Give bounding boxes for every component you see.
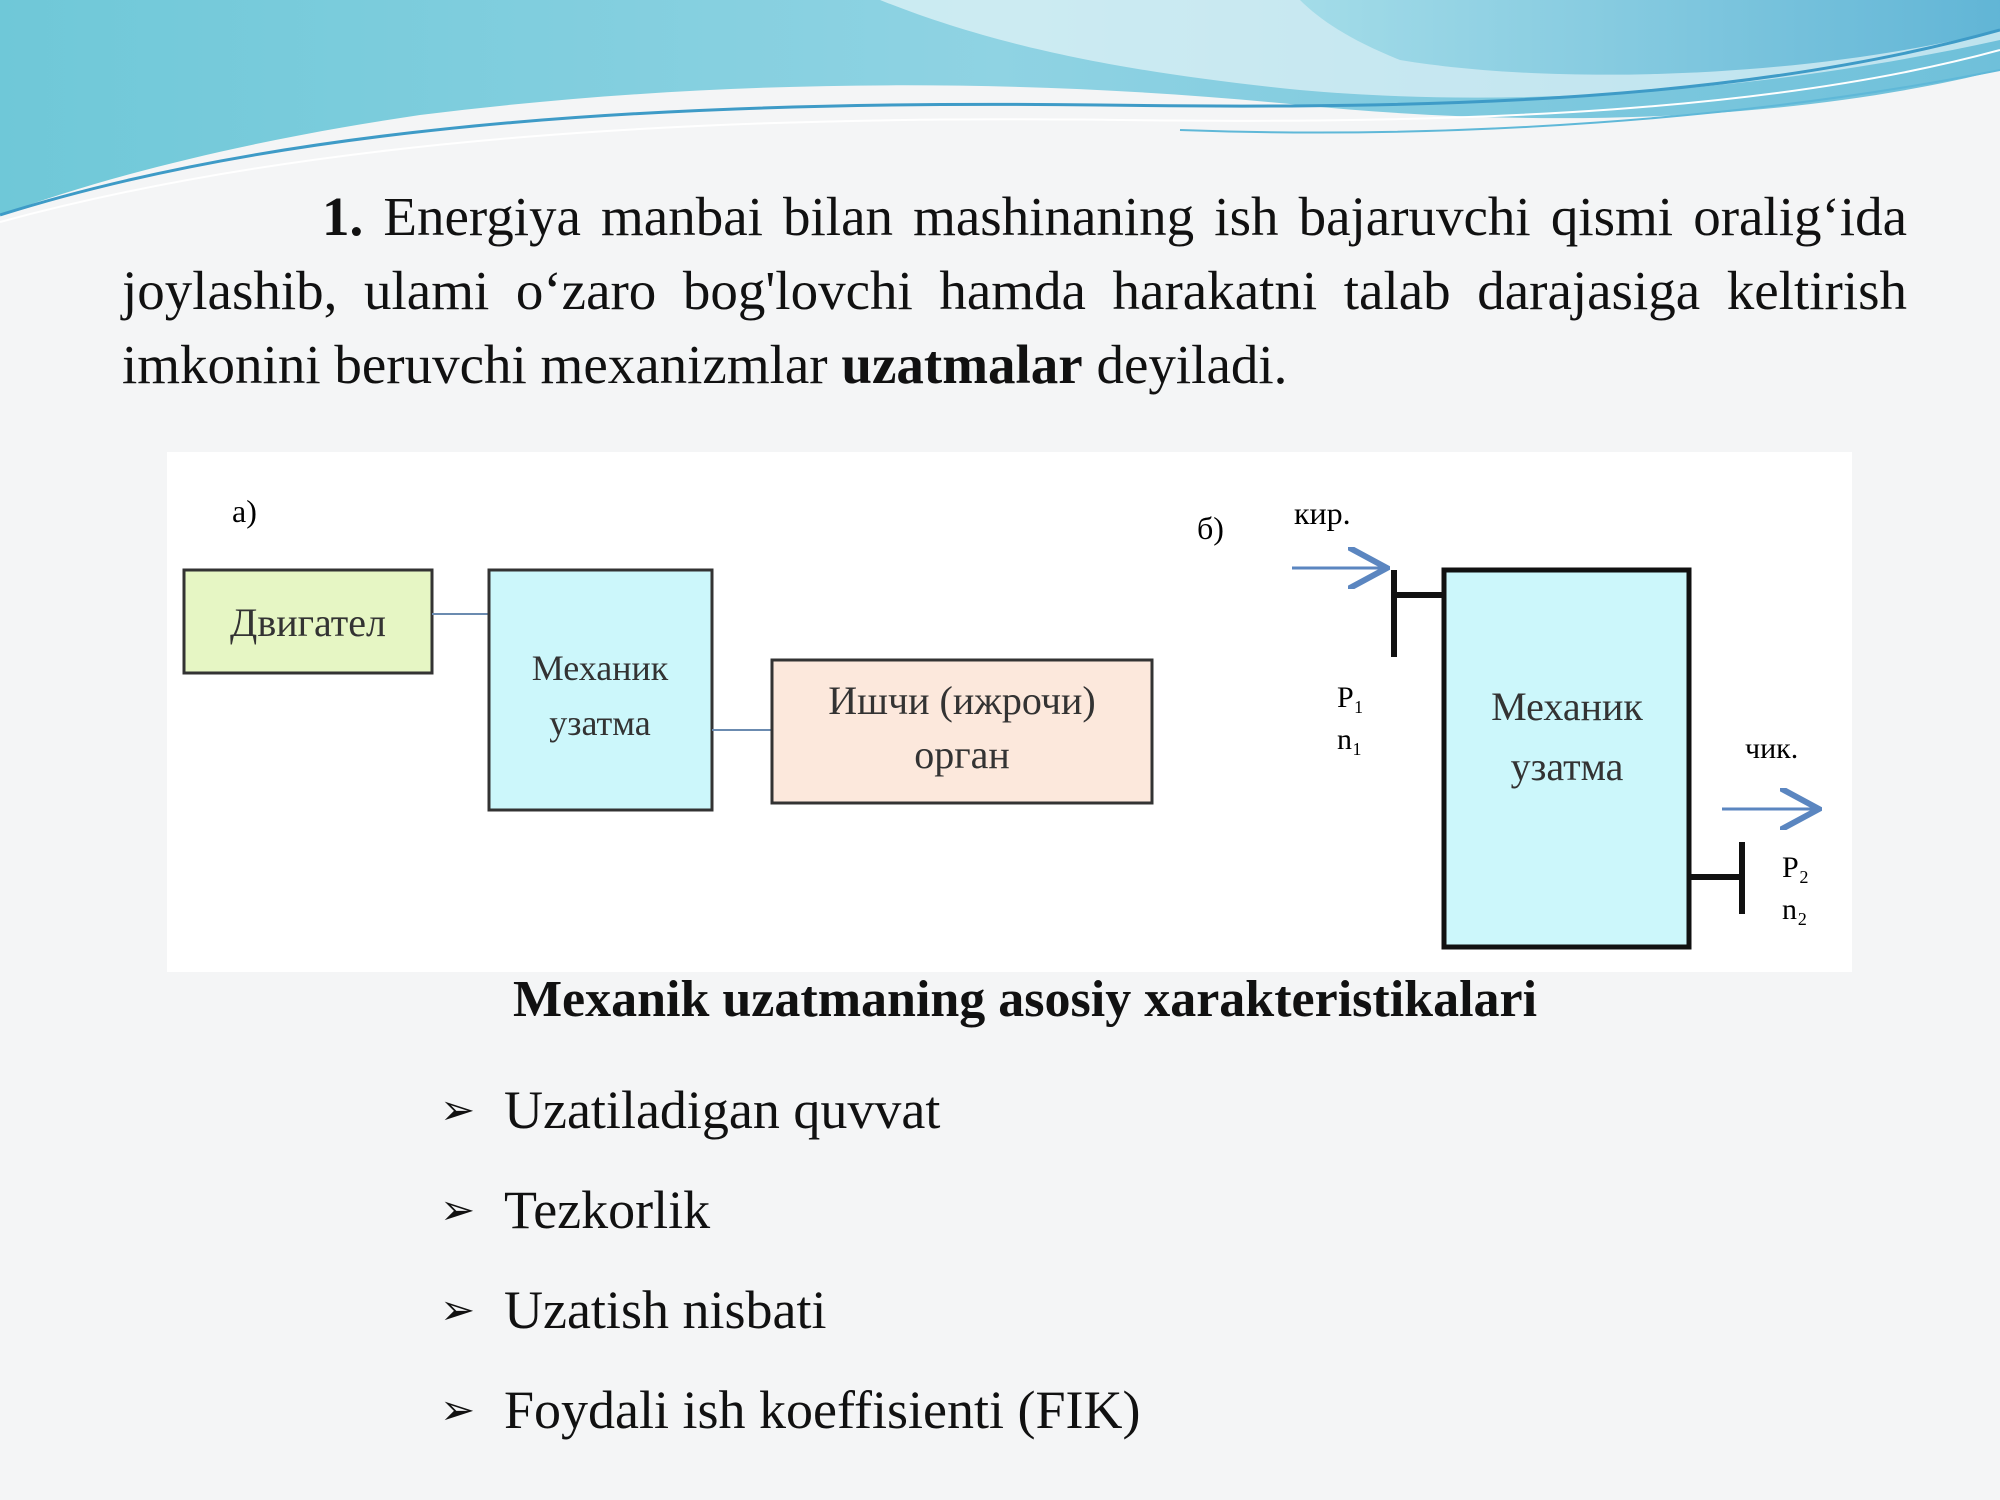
label-a: а) <box>232 493 257 529</box>
engine-label: Двигател <box>230 600 386 645</box>
intro-text-end: deyiladi. <box>1082 334 1288 395</box>
n1-label: n₁ <box>1337 723 1363 756</box>
intro-paragraph <box>122 180 1907 402</box>
arrow-bullet-icon: ➢ <box>440 1288 476 1334</box>
list-item-text: Tezkorlik <box>504 1180 711 1240</box>
mech-label-b-2: узатма <box>1510 744 1624 789</box>
mech-label-a-2: узатма <box>549 703 651 743</box>
mech-label-b-1: Механик <box>1491 684 1643 729</box>
list-item-text: Foydali ish koeffisienti (FIK) <box>504 1380 1141 1440</box>
list-item-text: Uzatiladigan quvvat <box>504 1080 941 1140</box>
label-b: б) <box>1197 510 1224 546</box>
transmission-diagram <box>167 452 1852 972</box>
intro-text: Energiya manbai bilan mashinaning ish bajaruvchi qismi oralig‘ida joylashib, ulami o‘zaro bog'lovchi hamda harakatni talab darajasiga keltirish imkonini beruvchi mexanizmlar <box>122 186 1907 395</box>
n2-label: n₂ <box>1782 893 1808 926</box>
input-label: кир. <box>1294 495 1351 531</box>
characteristics-list <box>440 1060 1140 1460</box>
arrow-bullet-icon: ➢ <box>440 1188 476 1234</box>
intro-bold-term: uzatmalar <box>841 334 1083 395</box>
section-heading: Mexanik uzatmaning asosiy xarakteristikalari <box>512 971 1538 1028</box>
mech-box-a <box>489 570 712 810</box>
arrow-bullet-icon: ➢ <box>440 1088 476 1134</box>
output-label: чик. <box>1745 732 1799 765</box>
organ-label-1: Ишчи (ижрочи) <box>828 678 1096 723</box>
arrow-bullet-icon: ➢ <box>440 1388 476 1434</box>
list-item <box>440 1360 1140 1460</box>
p1-label: P₁ <box>1337 681 1365 714</box>
mech-label-a-1: Механик <box>531 648 669 688</box>
list-item <box>440 1060 1140 1160</box>
list-item <box>440 1160 1140 1260</box>
organ-label-2: орган <box>914 732 1010 777</box>
p2-label: P₂ <box>1782 851 1810 884</box>
list-item <box>440 1260 1140 1360</box>
intro-number: 1. <box>322 186 364 247</box>
list-item-text: Uzatish nisbati <box>504 1280 827 1340</box>
